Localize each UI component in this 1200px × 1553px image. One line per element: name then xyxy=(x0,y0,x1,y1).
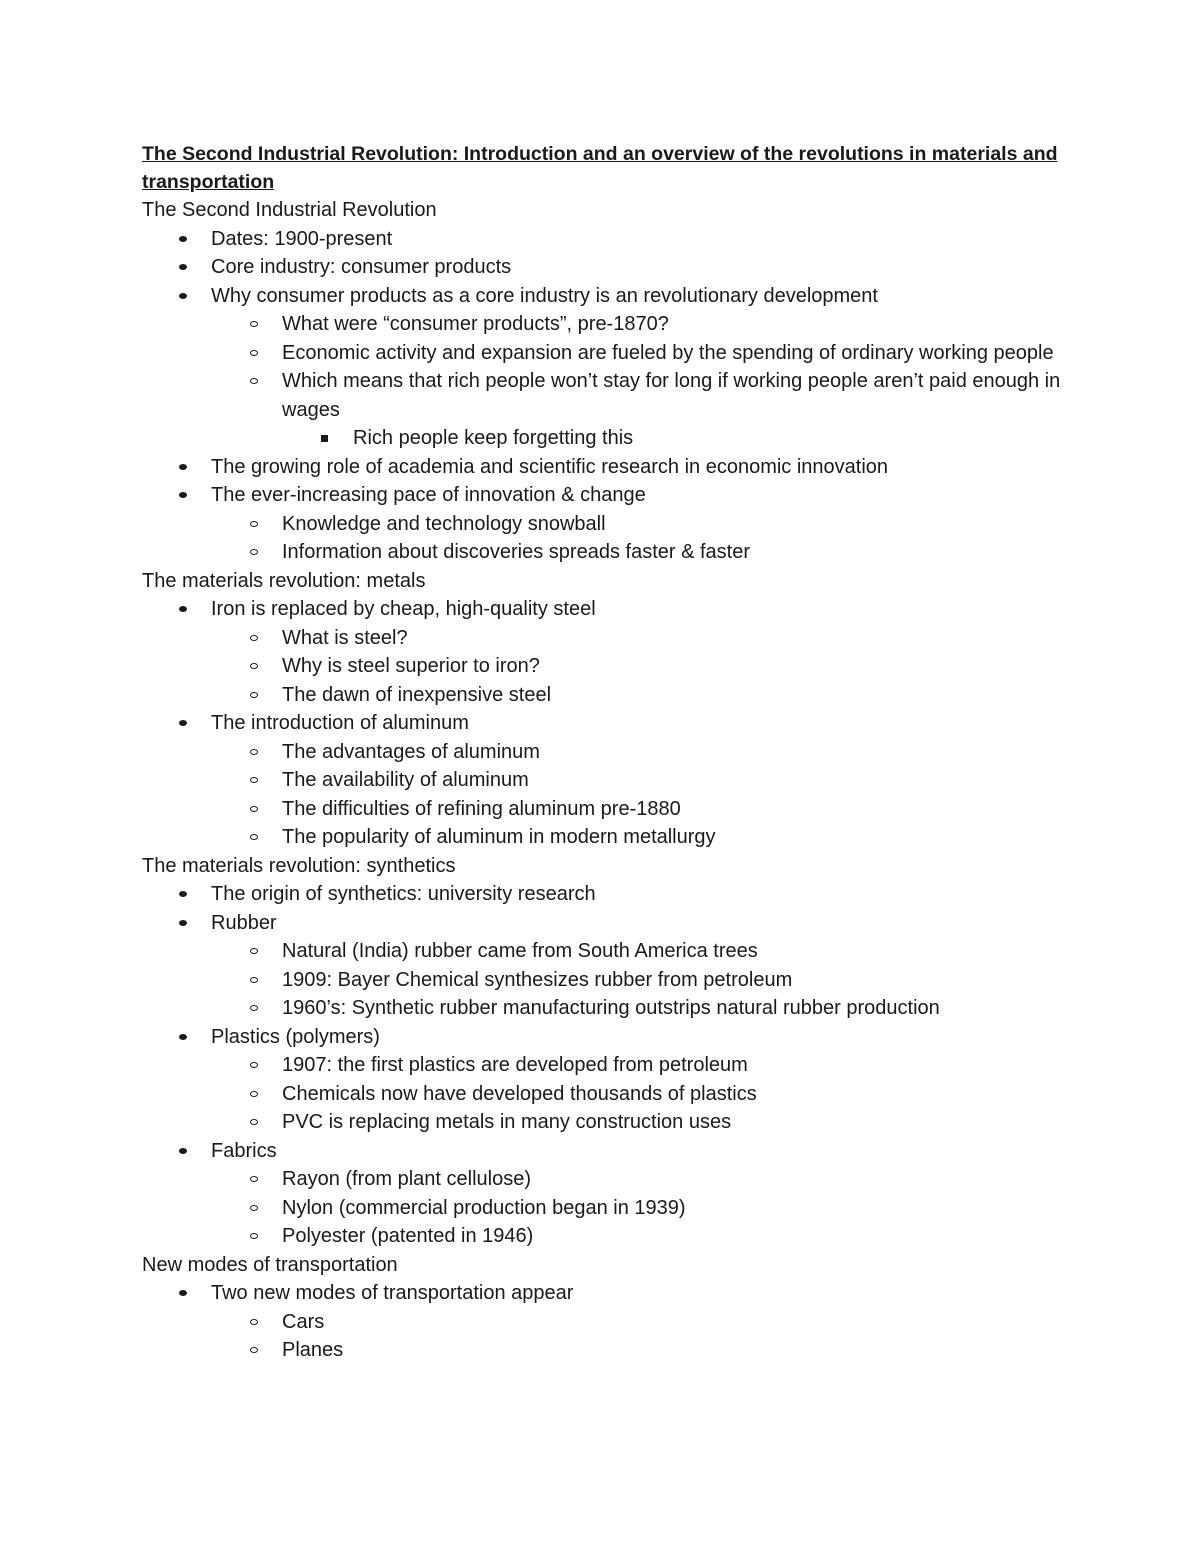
list-item-text: Dates: 1900-present xyxy=(211,227,393,250)
list-item-text: Information about discoveries spreads faster & faster xyxy=(282,541,751,563)
hollow-bullet-icon xyxy=(250,1091,258,1097)
list-item xyxy=(142,681,1062,710)
list-item-text: 1909: Bayer Chemical synthesizes rubber from petroleum xyxy=(282,968,793,991)
list-item xyxy=(142,823,1062,852)
filled-bullet-icon xyxy=(179,1290,187,1296)
document-page xyxy=(142,140,1062,1365)
list-item xyxy=(142,1051,1062,1080)
hollow-bullet-icon xyxy=(250,635,258,641)
list-item xyxy=(142,1108,1062,1137)
filled-bullet-icon xyxy=(179,920,187,926)
hollow-bullet-icon xyxy=(250,749,258,755)
list-item-text: Which means that rich people won’t stay for long if working people aren’t paid enough in wages xyxy=(282,370,1061,421)
list-item xyxy=(142,253,1062,282)
list-item-text: Why consumer products as a core industry is an revolutionary development xyxy=(211,284,878,307)
list-item xyxy=(142,1308,1062,1337)
list-item xyxy=(142,481,1062,510)
bullet-list xyxy=(142,225,1062,567)
list-item xyxy=(142,510,1062,539)
hollow-bullet-icon xyxy=(250,1119,258,1125)
list-item-text: The introduction of aluminum xyxy=(211,712,469,734)
list-item xyxy=(142,937,1062,966)
hollow-bullet-icon xyxy=(250,1176,258,1182)
hollow-bullet-icon xyxy=(250,549,258,555)
list-item xyxy=(142,1023,1062,1052)
list-item xyxy=(142,624,1062,653)
section-heading: The Second Industrial Revolution xyxy=(142,199,437,221)
hollow-bullet-icon xyxy=(250,663,258,669)
list-item xyxy=(142,1080,1062,1109)
list-item xyxy=(142,994,1062,1023)
list-item-text: Rayon (from plant cellulose) xyxy=(282,1168,531,1190)
list-item-text: Economic activity and expansion are fueled by the spending of ordinary working people xyxy=(282,341,1054,364)
list-item-text: Core industry: consumer products xyxy=(211,256,512,278)
list-item xyxy=(142,766,1062,795)
list-item-text: Plastics (polymers) xyxy=(211,1025,380,1048)
hollow-bullet-icon xyxy=(250,350,258,356)
list-item xyxy=(142,1279,1062,1308)
list-item-text: Polyester (patented in 1946) xyxy=(282,1225,534,1247)
list-item-text: The growing role of academia and scientific research in economic innovation xyxy=(211,455,889,478)
bullet-list xyxy=(142,1279,1062,1365)
section-heading: New modes of transportation xyxy=(142,1253,398,1276)
list-item-text: Rich people keep forgetting this xyxy=(353,427,634,449)
list-item-text: The advantages of aluminum xyxy=(282,740,540,763)
list-item xyxy=(142,595,1062,624)
filled-bullet-icon xyxy=(179,293,187,299)
list-item xyxy=(142,310,1062,339)
hollow-bullet-icon xyxy=(250,948,258,954)
hollow-bullet-icon xyxy=(250,1347,258,1353)
hollow-bullet-icon xyxy=(250,1205,258,1211)
list-item xyxy=(142,1194,1062,1223)
hollow-bullet-icon xyxy=(250,378,258,384)
list-item xyxy=(142,367,1062,424)
list-item-text: The origin of synthetics: university research xyxy=(211,883,596,905)
filled-bullet-icon xyxy=(179,606,187,612)
list-item-text: The popularity of aluminum in modern metallurgy xyxy=(282,826,716,848)
list-item xyxy=(142,339,1062,368)
list-item-text: Why is steel superior to iron? xyxy=(282,655,540,677)
list-item-text: Planes xyxy=(282,1339,344,1361)
list-item xyxy=(142,1137,1062,1166)
list-item-text: 1960’s: Synthetic rubber manufacturing outstrips natural rubber production xyxy=(282,997,940,1019)
list-item-text: PVC is replacing metals in many construction uses xyxy=(282,1111,732,1133)
filled-bullet-icon xyxy=(179,464,187,470)
filled-bullet-icon xyxy=(179,492,187,498)
list-item-text: Iron is replaced by cheap, high-quality steel xyxy=(211,598,596,620)
list-item xyxy=(142,1165,1062,1194)
list-item-text: The dawn of inexpensive steel xyxy=(282,683,552,706)
hollow-bullet-icon xyxy=(250,806,258,812)
section-heading: The materials revolution: metals xyxy=(142,569,426,592)
list-item xyxy=(142,453,1062,482)
list-item-text: Rubber xyxy=(211,911,277,934)
list-item xyxy=(142,709,1062,738)
list-item-text: Natural (India) rubber came from South America trees xyxy=(282,940,758,962)
list-item xyxy=(142,738,1062,767)
list-item-text: Cars xyxy=(282,1310,325,1333)
filled-bullet-icon xyxy=(179,236,187,242)
bullet-list xyxy=(142,595,1062,852)
document-title: The Second Industrial Revolution: Introduction and an overview of the revolutions in materials and transportation xyxy=(142,143,1058,193)
list-item-text: The availability of aluminum xyxy=(282,769,529,791)
hollow-bullet-icon xyxy=(250,777,258,783)
hollow-bullet-icon xyxy=(250,321,258,327)
hollow-bullet-icon xyxy=(250,977,258,983)
list-item xyxy=(142,1222,1062,1251)
list-item-text: Nylon (commercial production began in 1939) xyxy=(282,1196,686,1219)
list-item xyxy=(142,880,1062,909)
document-body xyxy=(142,196,1062,1365)
section-heading: The materials revolution: synthetics xyxy=(142,854,456,877)
hollow-bullet-icon xyxy=(250,1005,258,1011)
list-item xyxy=(142,424,1062,453)
list-item-text: What is steel? xyxy=(282,626,408,649)
hollow-bullet-icon xyxy=(250,834,258,840)
square-bullet-icon xyxy=(321,435,328,442)
list-item-text: 1907: the first plastics are developed from petroleum xyxy=(282,1054,748,1076)
list-item xyxy=(142,795,1062,824)
list-item xyxy=(142,1336,1062,1365)
hollow-bullet-icon xyxy=(250,692,258,698)
hollow-bullet-icon xyxy=(250,1319,258,1325)
list-item xyxy=(142,652,1062,681)
filled-bullet-icon xyxy=(179,891,187,897)
list-item xyxy=(142,966,1062,995)
list-item-text: Two new modes of transportation appear xyxy=(211,1282,574,1304)
filled-bullet-icon xyxy=(179,264,187,270)
filled-bullet-icon xyxy=(179,1034,187,1040)
list-item xyxy=(142,225,1062,254)
list-item-text: The difficulties of refining aluminum pre-1880 xyxy=(282,797,681,820)
list-item xyxy=(142,909,1062,938)
hollow-bullet-icon xyxy=(250,1233,258,1239)
hollow-bullet-icon xyxy=(250,1062,258,1068)
list-item-text: Knowledge and technology snowball xyxy=(282,512,606,535)
hollow-bullet-icon xyxy=(250,521,258,527)
list-item-text: What were “consumer products”, pre-1870? xyxy=(282,313,669,335)
bullet-list xyxy=(142,880,1062,1251)
list-item-text: Chemicals now have developed thousands of plastics xyxy=(282,1082,757,1105)
filled-bullet-icon xyxy=(179,720,187,726)
list-item-text: The ever-increasing pace of innovation & change xyxy=(211,484,646,506)
list-item-text: Fabrics xyxy=(211,1139,277,1162)
list-item xyxy=(142,538,1062,567)
filled-bullet-icon xyxy=(179,1148,187,1154)
list-item xyxy=(142,282,1062,311)
